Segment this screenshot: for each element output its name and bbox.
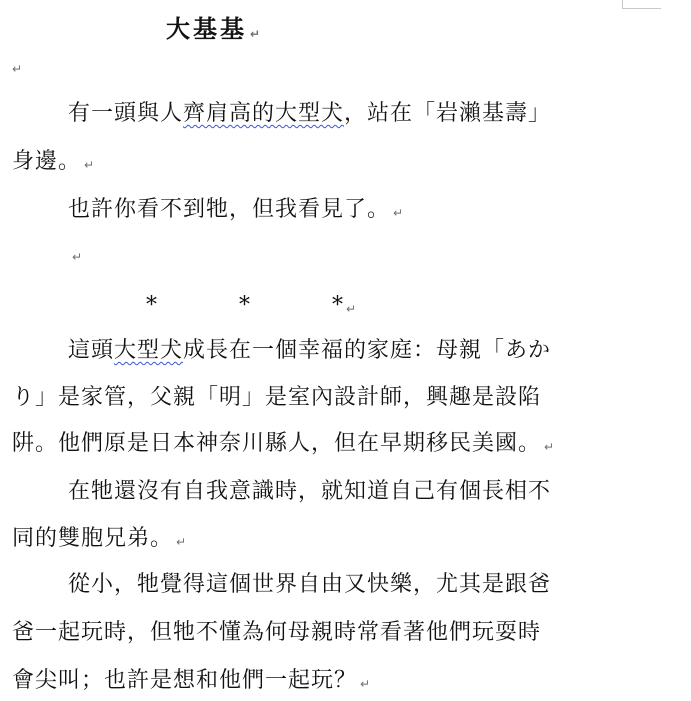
- text-segment: 會尖叫；也許是想和他們一起玩？: [12, 668, 358, 693]
- paragraph-4-line-1: [68, 477, 551, 507]
- paragraph-1-line-1: [68, 99, 551, 129]
- paragraph-1-line-2: [12, 147, 95, 180]
- spellcheck-underlined-text: 大型犬: [114, 338, 184, 363]
- title-text: 大基基: [166, 14, 247, 43]
- text-segment: 爸一起玩時，但牠不懂為何母親時常看著他們玩耍時: [12, 620, 542, 645]
- paragraph-mark-icon: ↵: [544, 440, 556, 454]
- paragraph-mark-icon: ↵: [346, 302, 357, 316]
- paragraph-mark-icon: ↵: [176, 535, 188, 549]
- paragraph-2-line-1: [68, 195, 404, 228]
- paragraph-mark-icon: ↵: [360, 677, 372, 691]
- paragraph-mark-icon: ↵: [84, 158, 96, 172]
- text-segment: 同的雙胞兄弟。: [12, 526, 174, 551]
- empty-paragraph-mark-icon: ↵: [72, 250, 83, 264]
- paragraph-mark-icon: ↵: [393, 206, 405, 220]
- document-title: [166, 14, 263, 49]
- separator-asterisk: *: [146, 293, 157, 318]
- separator-asterisk: *: [332, 293, 343, 318]
- section-separator: [146, 292, 356, 323]
- paragraph-3-line-3: [12, 429, 555, 462]
- spellcheck-underlined-text: 齊肩高的大型犬: [183, 101, 345, 126]
- text-segment: ，站在「岩瀨基壽」: [344, 101, 552, 126]
- paragraph-3-line-1: [68, 336, 551, 366]
- paragraph-5-line-1: [68, 570, 551, 600]
- text-segment: 也許你看不到牠，但我看見了。: [68, 197, 391, 222]
- page-corner-marker: [622, 0, 661, 9]
- text-segment: り」是家管，父親「明」是室內設計師，興趣是設陷: [12, 385, 542, 410]
- separator-asterisk: *: [239, 293, 250, 318]
- text-segment: 在牠還沒有自我意識時，就知道自己有個長相不: [68, 479, 552, 504]
- paragraph-4-line-2: [12, 524, 187, 557]
- paragraph-3-line-2: [12, 383, 541, 413]
- empty-paragraph-mark-icon: ↵: [12, 62, 23, 76]
- text-segment: 有一頭與人: [68, 101, 184, 126]
- paragraph-5-line-2: [12, 618, 541, 648]
- paragraph-mark-icon: ↵: [250, 27, 264, 41]
- text-segment: 身邊。: [12, 149, 82, 174]
- paragraph-5-line-3: [12, 666, 371, 699]
- text-segment: 這頭: [68, 338, 115, 363]
- text-segment: 阱。他們原是日本神奈川縣人，但在早期移民美國。: [12, 431, 542, 456]
- text-segment: 成長在一個幸福的家庭：母親「あか: [183, 338, 552, 363]
- text-segment: 從小，牠覺得這個世界自由又快樂，尤其是跟爸: [68, 572, 552, 597]
